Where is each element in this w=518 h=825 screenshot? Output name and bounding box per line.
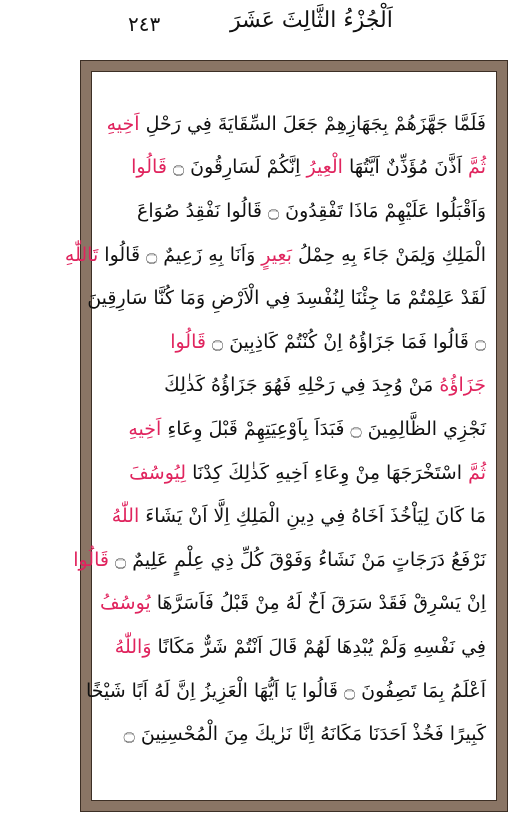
text-line [87, 276, 488, 320]
highlighted-word: قَالُوا [131, 156, 167, 179]
text-segment: اسْتَخْرَجَهَا مِنْ وِعَاءِ اَخِيهِ كَذٰلِكَ كِدْنَا [186, 461, 469, 484]
text-line [100, 494, 488, 538]
highlighted-word: بَعِيرٍ [261, 243, 292, 266]
highlighted-word: قَالُوا [170, 330, 206, 353]
text-segment: ۝ قَالُوا فَمَا جَزَاؤُهُ اِنْ كُنْتُمْ كَاذِبِينَ ۝ [205, 330, 486, 353]
text-line [85, 669, 488, 713]
quran-text [64, 102, 488, 770]
highlighted-word: يُوسُفُ [99, 592, 151, 615]
text-segment: اِنَّكُمْ لَسَارِقُونَ ۝ [166, 156, 307, 179]
highlighted-word: الْعِيرُ [306, 156, 343, 179]
highlighted-word: وَاللّٰهُ [114, 635, 152, 658]
text-line [100, 582, 488, 626]
highlighted-word: جَزَاؤُهُ [439, 374, 486, 397]
page-header [0, 6, 518, 46]
text-line [100, 712, 488, 756]
text-line [100, 407, 488, 451]
highlighted-word: اللّٰهُ [111, 505, 140, 528]
juz-title: اَلْجُزْءُ الثَّالِثَ عَشَرَ [230, 8, 393, 33]
highlighted-word: ثُمَّ [468, 461, 486, 484]
text-line [100, 146, 488, 190]
text-line [100, 189, 488, 233]
text-segment: نَرْفَعُ دَرَجَاتٍ مَنْ نَشَاءُ وَفَوْقَ كُلِّ ذِي عِلْمٍ عَلِيمٌ ۝ [108, 548, 486, 571]
text-line [100, 364, 488, 408]
text-segment: مَنْ وُجِدَ فِي رَحْلِهِ فَهُوَ جَزَاؤُهُ كَذٰلِكَ [164, 374, 440, 397]
text-segment: وَاَنَا بِهِ زَعِيمٌ ۝ قَالُوا [98, 243, 262, 266]
text-segment: اَعْلَمُ بِمَا تَصِفُونَ ۝ قَالُوا يَا اَيُّهَا الْعَزِيزُ اِنَّ لَهُ اَبًا شَيْخًا [85, 679, 486, 702]
text-segment: نَجْزِي الظَّالِمِينَ ۝ فَبَدَاَ بِاَوْعِيَتِهِمْ قَبْلَ وِعَاءِ [161, 417, 486, 440]
highlighted-word: ثُمَّ [462, 156, 486, 179]
highlighted-word: لِيُوسُفَ [129, 461, 187, 484]
text-line [73, 538, 488, 582]
page-frame [64, 60, 508, 812]
text-line [100, 625, 488, 669]
page-number: ٢٤٣ [128, 12, 161, 36]
text-line [64, 233, 488, 277]
text-segment: اَذَّنَ مُؤَذِّنٌ اَيَّتُهَا [342, 156, 463, 179]
text-segment: فَلَمَّا جَهَّزَهُمْ بِجَهَازِهِمْ جَعَلَ السِّقَايَةَ فِي رَحْلِ [139, 112, 486, 135]
text-segment: كَبِيرًا فَخُذْ اَحَدَنَا مَكَانَهُ اِنَّا نَرٰيكَ مِنَ الْمُحْسِنِينَ ۝ [123, 723, 486, 746]
text-segment: اِنْ يَسْرِقْ فَقَدْ سَرَقَ اَخٌ لَهُ مِنْ قَبْلُ فَاَسَرَّهَا [150, 592, 486, 615]
highlighted-word: اَخِيهِ [106, 112, 140, 135]
highlighted-word: تَاللّٰهِ [64, 243, 99, 266]
text-segment: فِي نَفْسِهِ وَلَمْ يُبْدِهَا لَهُمْ قَالَ اَنْتُمْ شَرٌّ مَكَانًا [151, 635, 486, 658]
text-segment: الْمَلِكِ وَلِمَنْ جَاءَ بِهِ حِمْلُ [291, 243, 486, 266]
text-segment: وَاَقْبَلُوا عَلَيْهِمْ مَاذَا تَفْقِدُونَ ۝ قَالُوا نَفْقِدُ صُوَاعَ [137, 199, 486, 222]
text-line [100, 320, 488, 364]
highlighted-word: اَخِيهِ [128, 417, 162, 440]
text-segment: مَا كَانَ لِيَاْخُذَ اَخَاهُ فِي دِينِ الْمَلِكِ اِلَّا اَنْ يَشَاءَ [139, 505, 486, 528]
text-segment: لَقَدْ عَلِمْتُمْ مَا جِئْنَا لِنُفْسِدَ فِي الْاَرْضِ وَمَا كُنَّا سَارِقِينَ [87, 287, 486, 310]
text-line [100, 102, 488, 146]
page-frame-inner [64, 71, 497, 801]
highlighted-word: قَالُوا [73, 548, 109, 571]
text-line [100, 451, 488, 495]
